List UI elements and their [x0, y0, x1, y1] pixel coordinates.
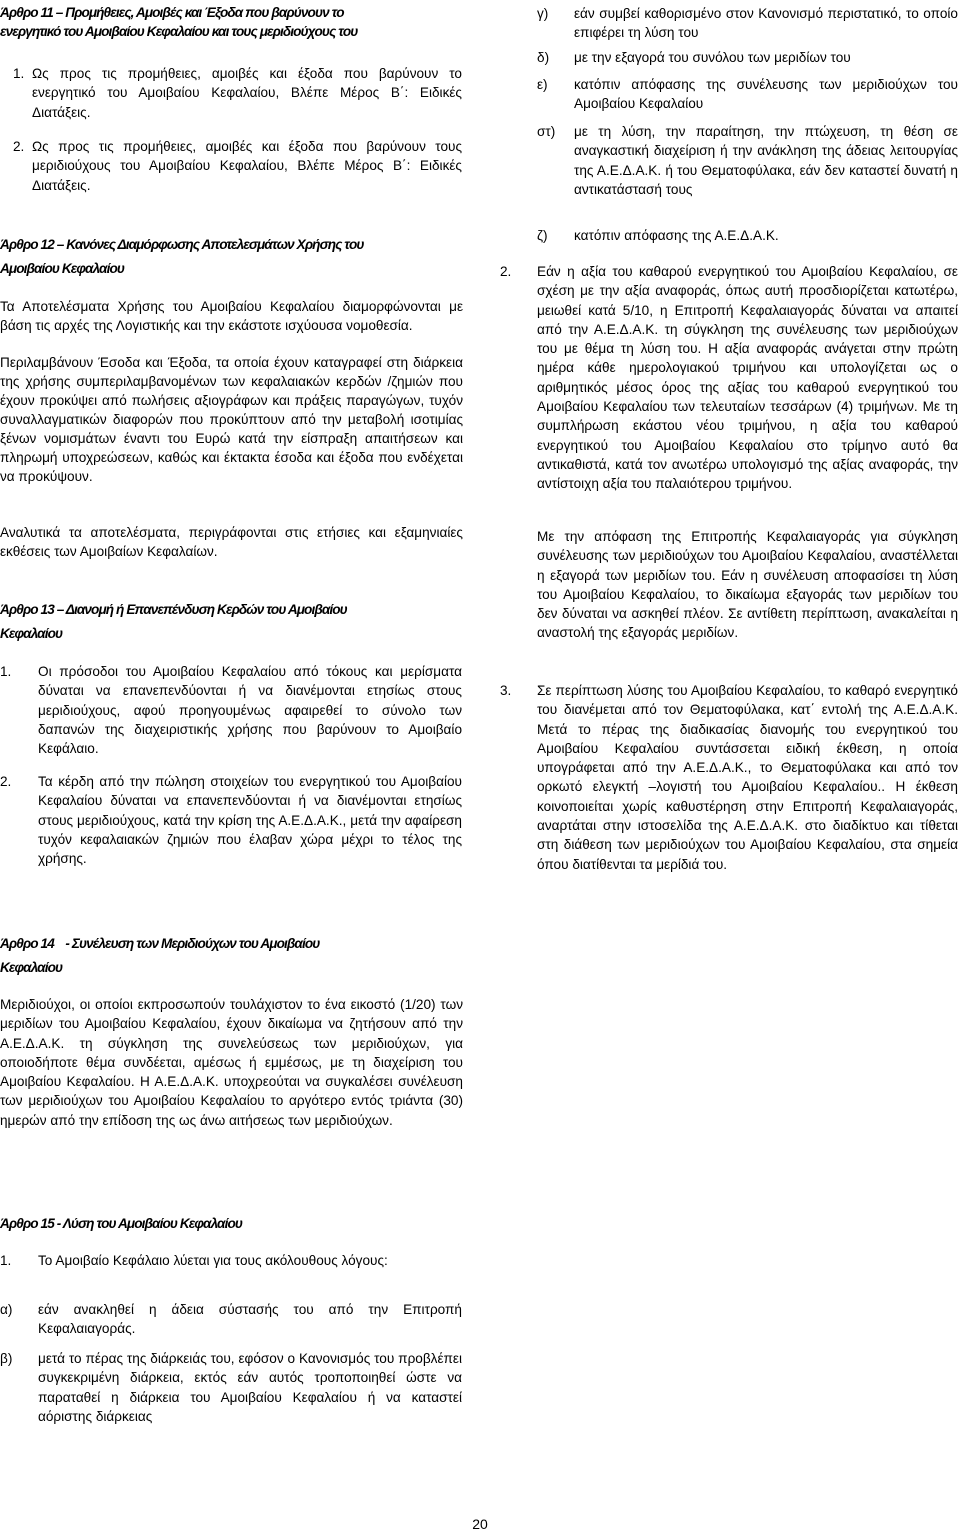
article-11-title-line1: Άρθρο 11 – Προμήθειες, Αμοιβές και Έξοδα που βαρύνουν το [0, 5, 344, 20]
sub-gamma [537, 4, 958, 43]
sub-st [537, 122, 958, 199]
article-15-sub-b [0, 1349, 462, 1426]
list-letter: ε) [537, 77, 548, 92]
article-15-title: Άρθρο 15 - Λύση του Αμοιβαίου Κεφαλαίου [0, 1216, 242, 1231]
list-number: 2. [13, 139, 25, 154]
list-number: 3. [500, 683, 512, 698]
sub-epsilon [537, 75, 958, 114]
article-13-title-line2: Κεφαλαίου [0, 626, 63, 641]
article-14-paragraph: Μεριδιούχοι, οι οποίοι εκπροσωπούν τουλάχιστον το ένα εικοστό (1/20) των μεριδίων του Αμοιβαίου Κεφαλαίου, έχουν δικαίωμα να ζητήσουν από την Α.Ε.Δ.Α.Κ. τη σύγκληση της συνελεύσεως των μεριδιούχων, για οποιοδήποτε θέμα συνδέεται, αμέσως ή εμμέσως, με τη διαχείριση του Αμοιβαίου Κεφαλαίου. Η Α.Ε.Δ.Α.Κ. υποχρεούται να συγκαλέσει συνέλευση των μεριδιούχων του Αμοιβαίου Κεφαλαίου το αργότερο εντός τριάντα (30) ημερών από την επίδοση της ως άνω αιτήσεως των μεριδιούχων. [0, 997, 463, 1128]
article-15-sub-a [0, 1300, 462, 1339]
article-12-title-line2: Αμοιβαίου Κεφαλαίου [0, 261, 124, 276]
list-letter: β) [0, 1351, 13, 1366]
article-14-title-line2: Κεφαλαίου [0, 960, 63, 975]
sub-delta [537, 48, 958, 67]
list-letter: γ) [537, 6, 549, 21]
list-number: 1. [13, 66, 25, 81]
list-letter: α) [0, 1302, 13, 1317]
article-12-paragraph-1: Τα Αποτελέσματα Χρήσης του Αμοιβαίου Κεφαλαίου διαμορφώνονται με βάση τις αρχές της Λογιστικής και την εκάστοτε ισχύουσα νομοθεσία. [0, 299, 463, 333]
list-letter: δ) [537, 50, 550, 65]
article-13-item-2 [0, 772, 462, 868]
list-text: με τη λύση, την παραίτηση, την πτώχευση, τη θέση σε αναγκαστική διαχείριση ή την ανάκληση της άδειας λειτουργίας της Α.Ε.Δ.Α.Κ. ή του Θεματοφύλακα, εάν δεν καταστεί δυνατή η αντικατάστασή τους [574, 124, 958, 197]
article-11 [0, 3, 463, 42]
list-number: 1. [0, 1253, 12, 1268]
list-text: Εάν η αξία του καθαρού ενεργητικού του Αμοιβαίου Κεφαλαίου, σε σχέση με την αξία αναφοράς, όπως αυτή προσδιορίζεται κατωτέρω, μειωθεί κατά 5/10, η Επιτροπή Κεφαλαιαγοράς δύναται να απαιτεί από την Α.Ε.Δ.Α.Κ. τη σύγκληση της συνέλευσης των μεριδιούχων του με θέμα τη λύση του. Η αξία αναφοράς ανάγεται στην πρώτη ημέρα κάθε ημερολογιακού τριμήνου και υπολογίζεται ως ο αριθμητικός μέσος όρος της αξίας του καθαρού ενεργητικού του Αμοιβαίου Κεφαλαίου των τελευταίων τεσσάρων (4) τριμήνων. Με τη συμπλήρωση εκάστου νέου τριμήνου, η αξία του καθαρού ενεργητικού του Αμοιβαίου Κεφαλαίου στο τρίμηνο αυτό θα αντικαθιστά, κατά τον ανωτέρω υπολογισμό της αξίας αναφοράς, την αντίστοιχη αξία του παλαιότερου τριμήνου. [537, 264, 958, 492]
article-13-title-line1: Άρθρο 13 – Διανομή ή Επανεπένδυση Κερδών του Αμοιβαίου [0, 602, 347, 617]
article-15-item-1 [0, 1251, 462, 1270]
article-12-title-line1: Άρθρο 12 – Κανόνες Διαμόρφωσης Αποτελεσμάτων Χρήσης του [0, 237, 364, 252]
article-11-title-line2: ενεργητικό του Αμοιβαίου Κεφαλαίου και τους μεριδιούχους του [0, 24, 358, 40]
article-15-item-3 [500, 681, 958, 874]
list-text: με την εξαγορά του συνόλου των μεριδίων του [574, 50, 851, 65]
article-14-heading [0, 932, 463, 980]
list-letter: στ) [537, 124, 556, 139]
article-15-item-2 [500, 262, 958, 494]
page-number: 20 [472, 1516, 488, 1532]
list-text: κατόπιν απόφασης της Α.Ε.Δ.Α.Κ. [574, 228, 779, 243]
list-text: κατόπιν απόφασης της συνέλευσης των μεριδιούχων του Αμοιβαίου Κεφαλαίου [574, 77, 958, 112]
list-text: Τα κέρδη από την πώληση στοιχείων του ενεργητικού του Αμοιβαίου Κεφαλαίου δύναται να επανεπενδύονται ή να διανέμονται ετησίως στους μεριδιούχους, κατά την κρίση της Α.Ε.Δ.Α.Κ., μετά την αφαίρεση τυχόν κεφαλαιακών ζημιών που έλαβαν χώρα μέχρι το τέλος της χρήσης. [38, 774, 462, 867]
article-11-item-2 [13, 137, 462, 195]
list-letter: ζ) [537, 228, 548, 243]
article-13-heading [0, 598, 463, 646]
article-15-item-2-continuation: Με την απόφαση της Επιτροπής Κεφαλαιαγοράς για σύγκληση συνέλευσης των μεριδιούχων του Αμοιβαίου Κεφαλαίου, αναστέλλεται η εξαγορά των μεριδίων του. Εάν η συνέλευση αποφασίσει τη λύση του Αμοιβαίου Κεφαλαίου, το δικαίωμα εξαγοράς των μεριδίων του δεν δύναται να ασκηθεί πλέον. Σε αντίθετη περίπτωση, ανακαλείται η αναστολή της εξαγοράς μεριδίων. [537, 529, 958, 641]
list-number: 1. [0, 664, 12, 679]
list-text: Ως προς τις προμήθειες, αμοιβές και έξοδα που βαρύνουν το ενεργητικό του Αμοιβαίου Κεφαλαίου, Βλέπε Μέρος Β΄: Ειδικές Διατάξεις. [32, 66, 462, 120]
list-text: Ως προς τις προμήθειες, αμοιβές και έξοδα που βαρύνουν τους μεριδιούχους του Αμοιβαίου Κεφαλαίου, Βλέπε Μέρος Β΄: Ειδικές Διατάξεις. [32, 139, 462, 193]
list-number: 2. [0, 774, 12, 789]
article-12-paragraph-3: Αναλυτικά τα αποτελέσματα, περιγράφονται στις ετήσιες και εξαμηνιαίες εκθέσεις των Αμοιβαίων Κεφαλαίων. [0, 525, 463, 560]
article-11-item-1 [13, 64, 462, 122]
sub-zeta [537, 226, 958, 245]
list-text: μετά το πέρας της διάρκειάς του, εφόσον ο Κανονισμός του προβλέπει συγκεκριμένη διάρκεια, εκτός εάν αυτός τροποποιηθεί ώστε να παραταθεί η διάρκεια του Αμοιβαίου Κεφαλαίου ή να καταστεί αόριστης διάρκειας [38, 1351, 462, 1424]
list-text: Οι πρόσοδοι του Αμοιβαίου Κεφαλαίου από τόκους και μερίσματα δύναται να επανεπενδύονται ή να διανέμονται ετησίως στους μεριδιούχους, αφού προηγουμένως αφαιρεθεί το σύνολο των δαπανών της διαχειριστικής χρήσης που βαρύνουν το Αμοιβαίο Κεφάλαιο. [38, 664, 462, 757]
list-text: εάν συμβεί καθορισμένο στον Κανονισμό περιστατικό, το οποίο επιφέρει τη λύση του [574, 6, 958, 41]
list-text: Το Αμοιβαίο Κεφάλαιο λύεται για τους ακόλουθους λόγους: [38, 1253, 388, 1268]
article-14-title-line1: Άρθρο 14 - Συνέλευση των Μεριδιούχων του Αμοιβαίου [0, 936, 320, 951]
list-number: 2. [500, 264, 512, 279]
article-13-item-1 [0, 662, 462, 758]
list-text: Σε περίπτωση λύσης του Αμοιβαίου Κεφαλαίου, το καθαρό ενεργητικό του διανέμεται από τον Θεματοφύλακα, κατ΄ εντολή της Α.Ε.Δ.Α.Κ. Μετά το πέρας της διαδικασίας διανομής του ενεργητικού του Αμοιβαίου Κεφαλαίου συντάσσεται ειδική έκθεση, η οποία υπογράφεται από την Α.Ε.Δ.Α.Κ., το Θεματοφύλακα και από τον ορκωτό ελεγκτή –λογιστή του Αμοιβαίου Κεφαλαίου.. Η έκθεση κοινοποιείται χωρίς καθυστέρηση στην Επιτροπή Κεφαλαιαγοράς, αναρτάται στην ιστοσελίδα της Α.Ε.Δ.Α.Κ. στο διαδίκτυο και τίθεται στη διάθεση των μεριδιούχων του Αμοιβαίου Κεφαλαίου, στα σημεία όπου διατίθενται τα μερίδιά του. [537, 683, 958, 872]
article-12-paragraph-2: Περιλαμβάνουν Έσοδα και Έξοδα, τα οποία έχουν καταγραφεί στη διάρκεια της χρήσης συμπεριλαμβανομένων των κεφαλαιακών κερδών /ζημιών που έχουν προκύψει από πωλήσεις αξιογράφων και πράξεις παραγώγων, τυχόν συναλλαγματικών διαφορών που προκύπτουν από την μεταβολή ισοτιμίας ξένων νομισμάτων έναντι του Ευρώ κατά την είσπραξη απαιτήσεων και πληρωμή υποχρεώσεων, καθώς και έκτακτα έσοδα και έξοδα που ενδέχεται να προκύψουν. [0, 355, 463, 484]
article-12-heading [0, 233, 463, 281]
list-text: εάν ανακληθεί η άδεια σύστασής του από την Επιτροπή Κεφαλαιαγοράς. [38, 1302, 462, 1337]
